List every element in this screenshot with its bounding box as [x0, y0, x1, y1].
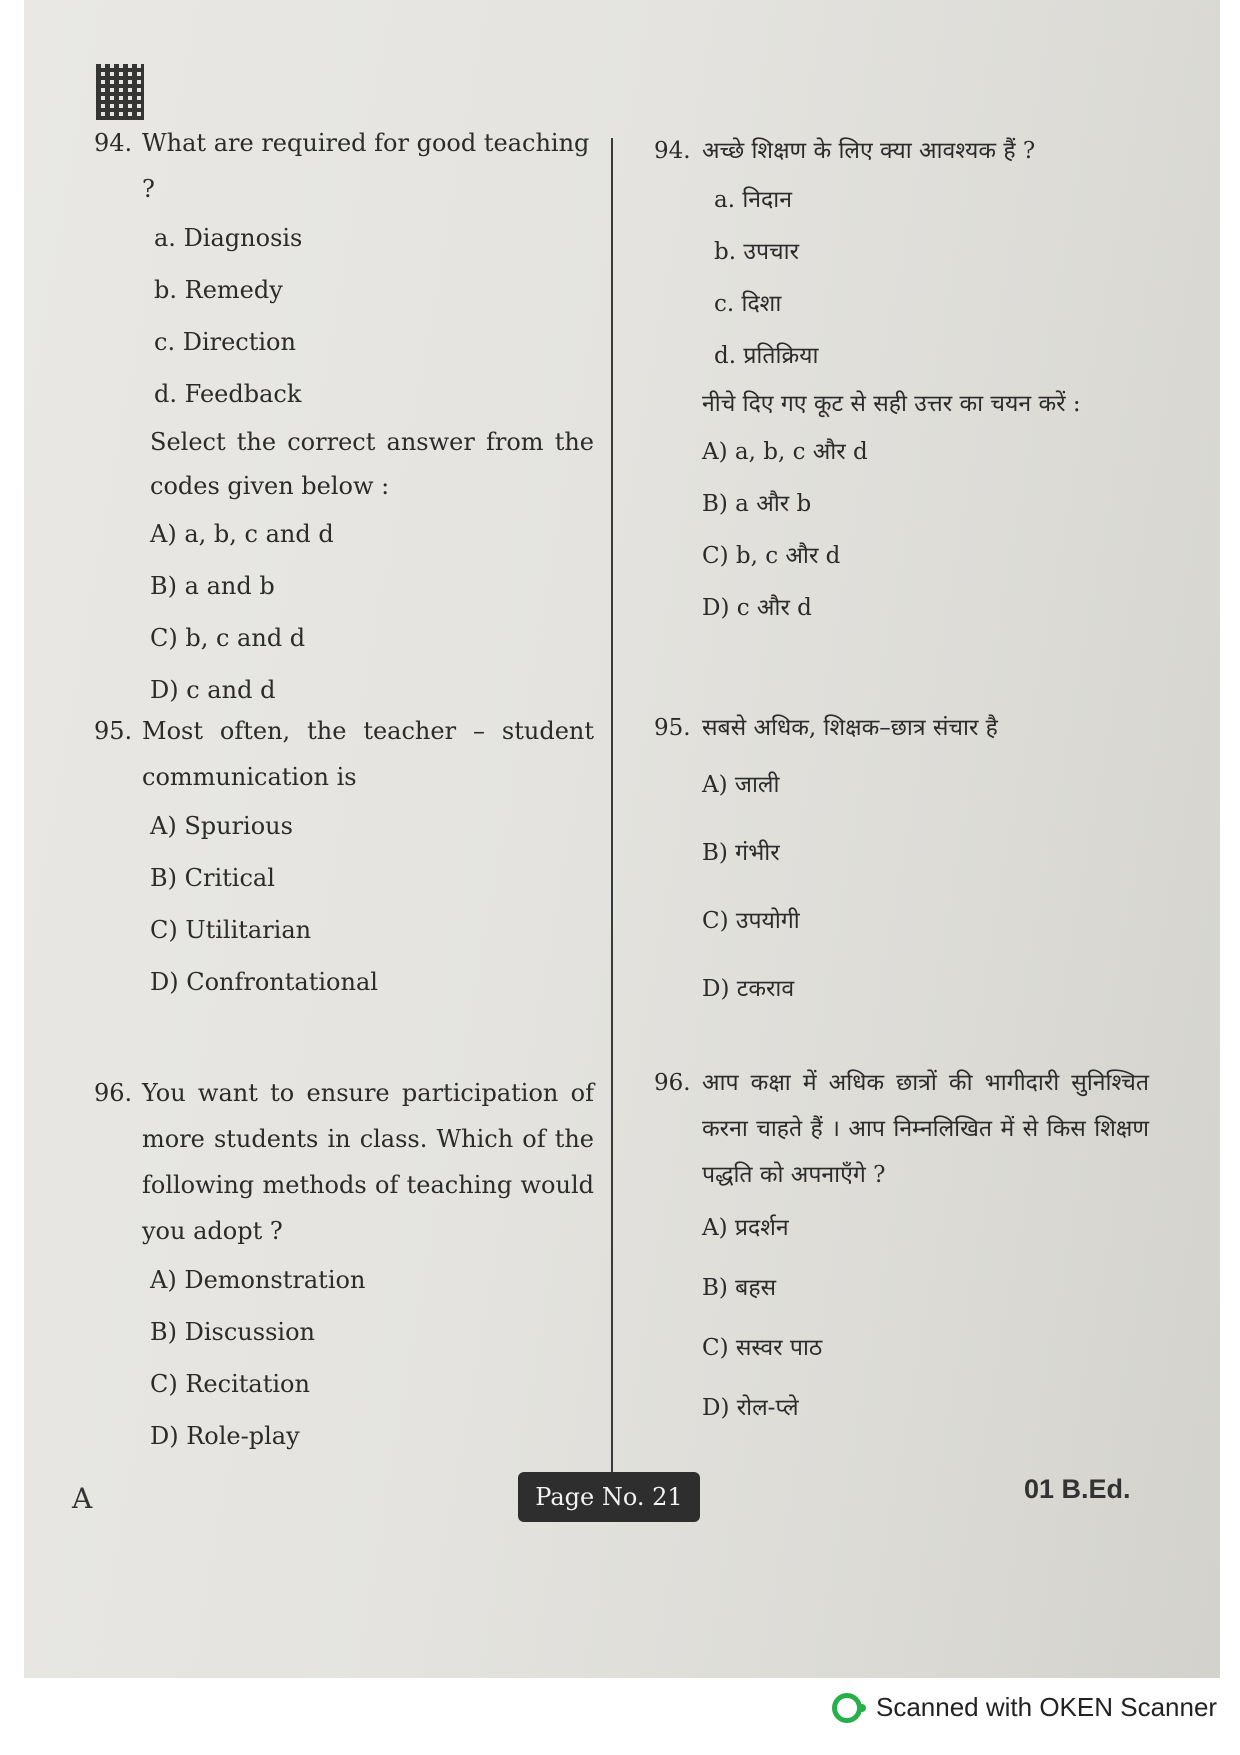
sub-option: c. Direction: [154, 328, 296, 356]
answer-option: B) गंभीर: [702, 840, 780, 866]
answer-option: B) a and b: [150, 572, 275, 600]
question-text: Most often, the teacher – student communication is: [142, 717, 594, 791]
answer-option: A) a, b, c और d: [702, 439, 868, 465]
series-label: A: [72, 1482, 93, 1515]
sub-option: b. उपचार: [714, 239, 799, 265]
scanner-logo-icon: [832, 1693, 862, 1723]
answer-option: B) Discussion: [150, 1318, 315, 1346]
question-95-en: [94, 708, 594, 1008]
instruction-text: Select the correct answer from the codes given below :: [150, 428, 594, 500]
answer-option: D) Confrontational: [150, 968, 378, 996]
question-94-en: [94, 120, 594, 716]
qr-code-icon: [96, 64, 144, 120]
question-94-hi: [654, 128, 1149, 634]
answer-option: A) a, b, c and d: [150, 520, 334, 548]
answer-option: C) Recitation: [150, 1370, 310, 1398]
question-number: 94.: [94, 129, 133, 157]
question-96-en: [94, 1070, 594, 1462]
question-96-hi: [654, 1060, 1149, 1438]
answer-option: D) c और d: [702, 595, 812, 621]
answer-option: D) Role-play: [150, 1422, 300, 1450]
question-95-hi: [654, 705, 1149, 1023]
answer-option: B) a और b: [702, 491, 812, 517]
answer-option: D) टकराव: [702, 976, 795, 1002]
sub-option: a. निदान: [714, 187, 792, 213]
answer-option: C) सस्वर पाठ: [702, 1335, 823, 1361]
answer-option: C) Utilitarian: [150, 916, 312, 944]
question-text: You want to ensure participation of more students in class. Which of the following methods of teaching would you adopt ?: [142, 1079, 594, 1245]
sub-option: b. Remedy: [154, 276, 283, 304]
column-divider: [611, 138, 613, 1478]
sub-option: a. Diagnosis: [154, 224, 303, 252]
answer-option: A) जाली: [702, 772, 780, 798]
answer-option: A) Spurious: [150, 812, 293, 840]
answer-option: B) Critical: [150, 864, 275, 892]
question-number: 94.: [654, 138, 691, 164]
answer-option: B) बहस: [702, 1275, 777, 1301]
answer-option: A) प्रदर्शन: [702, 1215, 789, 1241]
question-number: 95.: [94, 717, 133, 745]
sub-option: c. दिशा: [714, 291, 782, 317]
answer-option: A) Demonstration: [150, 1266, 366, 1294]
question-text: अच्छे शिक्षण के लिए क्या आवश्यक हैं ?: [702, 138, 1036, 164]
answer-option: C) b, c और d: [702, 543, 841, 569]
answer-option: D) c and d: [150, 676, 276, 704]
question-number: 96.: [94, 1079, 133, 1107]
course-code-label: 01 B.Ed.: [1024, 1474, 1131, 1504]
page-number-badge: Page No. 21: [518, 1472, 700, 1522]
question-number: 95.: [654, 715, 691, 741]
scanner-text: Scanned with OKEN Scanner: [876, 1692, 1218, 1722]
answer-option: D) रोल-प्ले: [702, 1395, 799, 1421]
answer-option: C) उपयोगी: [702, 908, 800, 934]
sub-option: d. प्रतिक्रिया: [714, 343, 819, 369]
scanned-page: [24, 0, 1220, 1678]
answer-option: C) b, c and d: [150, 624, 306, 652]
question-number: 96.: [654, 1070, 691, 1096]
instruction-text: नीचे दिए गए कूट से सही उत्तर का चयन करें :: [702, 391, 1081, 417]
sub-option: d. Feedback: [154, 380, 302, 408]
question-text: आप कक्षा में अधिक छात्रों की भागीदारी सुनिश्चित करना चाहते हैं । आप निम्नलिखित में से किस शिक्षण पद्धति को अपनाएँगे ?: [702, 1070, 1149, 1188]
question-text: What are required for good teaching ?: [142, 129, 590, 203]
scanner-watermark: [832, 1692, 1217, 1723]
question-text: सबसे अधिक, शिक्षक–छात्र संचार है: [702, 715, 998, 741]
